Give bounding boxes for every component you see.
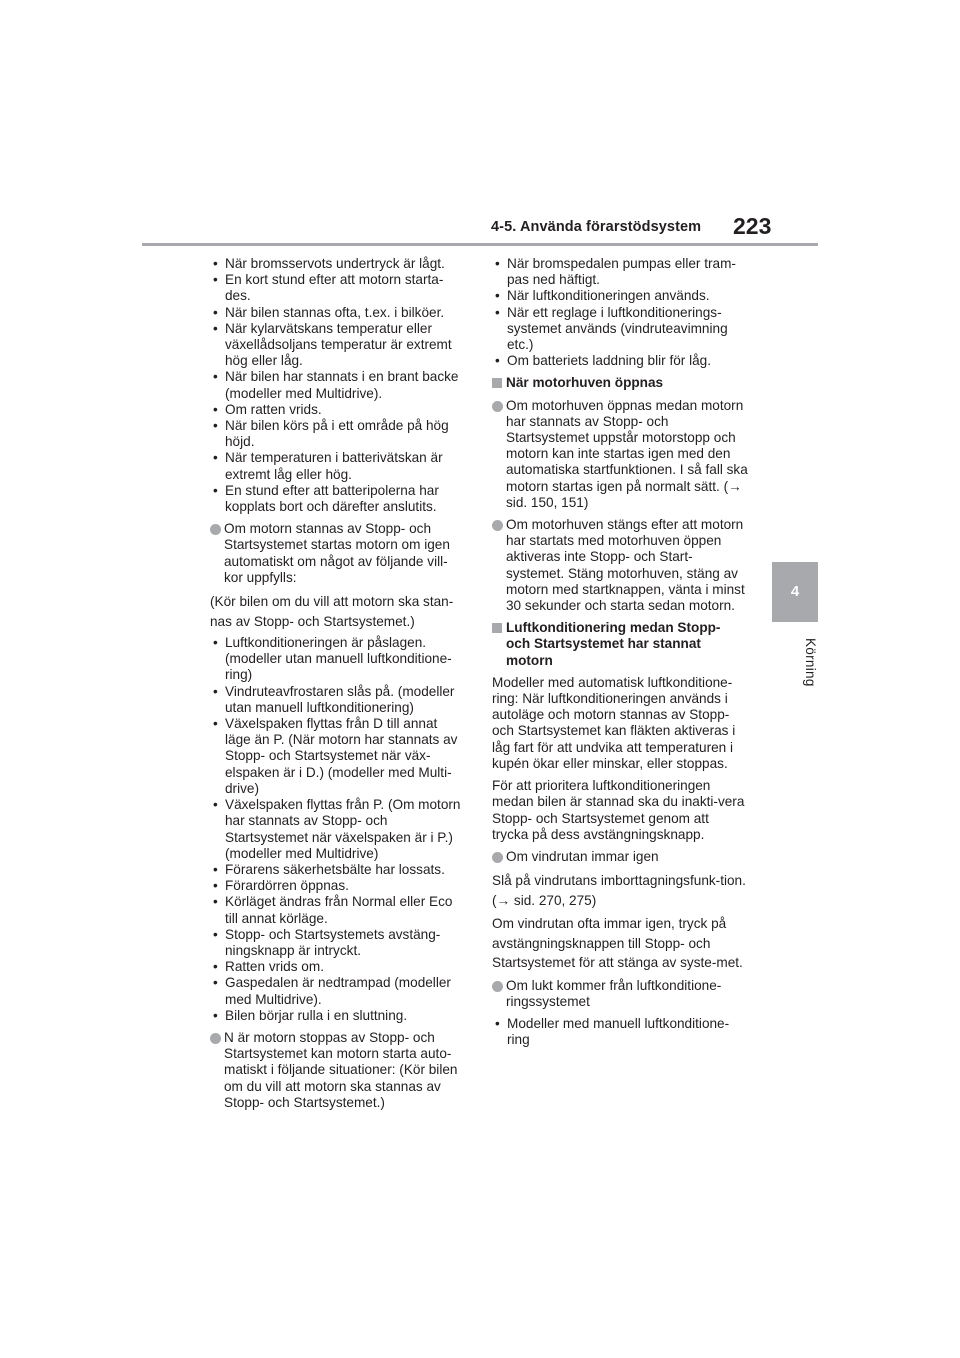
list-item: • Luftkonditioneringen är påslagen. (modeller utan manuell luftkonditione-ring): [210, 635, 466, 684]
list-item: • När kylarvätskans temperatur eller växellådsoljans temperatur är extremt hög eller låg.: [210, 321, 466, 370]
square-bullet-icon: [492, 623, 502, 633]
body-paragraph: Modeller med automatisk luftkonditione-ring: När luftkonditioneringen används i autoläge och motorn stannas av Stopp- och Startsystemet kan fläkten aktiveras i låg fart för att undvika att temperaturen i kupén ökar eller minskar, eller stoppas.: [492, 674, 736, 771]
list-item: • Om batteriets laddning blir för låg.: [492, 353, 748, 369]
chapter-tab[interactable]: 4: [772, 562, 818, 622]
note-text: Om motorhuven öppnas medan motorn har stannats av Stopp- och Startsystemet uppstår motorstopp och motorn kan inte startas igen med den automatiska startfunktionen. I så fall ska motorn startas igen på normalt sätt. (→ sid. 150, 151): [506, 397, 748, 510]
chapter-label: Körning: [803, 637, 818, 687]
body-paragraph: Slå på vindrutans imborttagningsfunk-tion. (→ sid. 270, 275): [492, 873, 746, 908]
list-item: • När bilen har stannats i en brant backe (modeller med Multidrive).: [210, 369, 466, 401]
note-item: [492, 398, 748, 511]
left-bullet-list-1: [210, 256, 466, 515]
list-item: • Om ratten vrids.: [210, 402, 466, 418]
circle-bullet-icon: [492, 401, 503, 412]
list-item: • Växelspaken flyttas från P. (Om motorn har stannats av Stopp- och Startsystemet när växelspaken är i P.) (modeller med Multidrive): [210, 797, 466, 862]
note-text: Om vindrutan immar igen: [506, 848, 659, 864]
left-bullet-list-2: [210, 635, 466, 1024]
note-item: [210, 1030, 466, 1111]
list-item: • När luftkonditioneringen används.: [492, 288, 748, 304]
list-item: • En kort stund efter att motorn starta-des.: [210, 272, 466, 304]
body-paragraph: För att prioritera luftkonditioneringen medan bilen är stannad ska du inakti-vera Stopp- och Startsystemet genom att trycka på dess avstängningsknapp.: [492, 778, 745, 842]
section-title: 4-5. Använda förarstödsystem: [491, 219, 702, 235]
list-item: • En stund efter att batteripolerna har kopplats bort och därefter anslutits.: [210, 483, 466, 515]
list-item: • När temperaturen i batterivätskan är extremt låg eller hög.: [210, 450, 466, 482]
note-item: [492, 978, 748, 1010]
heading-text: Luftkonditionering medan Stopp- och Startsystemet har stannat motorn: [506, 620, 721, 668]
circle-bullet-icon: [210, 1033, 221, 1044]
list-item: • Förardörren öppnas.: [210, 878, 466, 894]
note-text: N är motorn stoppas av Stopp- och Startsystemet kan motorn starta auto-matiskt i följande situationer: (Kör bilen om du vill att motorn ska stannas av Stopp- och Startsystemet.): [224, 1029, 458, 1110]
note-text: Om motorn stannas av Stopp- och Startsystemet startas motorn om igen automatiskt om något av följande vill-kor uppfylls:: [224, 521, 450, 585]
right-bullet-list-1: [492, 256, 748, 369]
note-item: [492, 849, 748, 865]
circle-bullet-icon: [210, 524, 221, 535]
left-column: [210, 256, 466, 1117]
note-item: [492, 517, 748, 614]
note-text: Om motorhuven stängs efter att motorn har startats med motorhuven öppen aktiveras inte Stopp- och Start-systemet. Stäng motorhuven, stäng av motorn med startknappen, vänta i minst 30 sekunder och starta sedan motorn.: [506, 517, 745, 614]
list-item: • Gaspedalen är nedtrampad (modeller med Multidrive).: [210, 975, 466, 1007]
page-number: 223: [733, 213, 772, 239]
body-paragraph: (Kör bilen om du vill att motorn ska stan-nas av Stopp- och Startsystemet.): [210, 594, 454, 629]
square-bullet-icon: [492, 378, 502, 388]
list-item: • Ratten vrids om.: [210, 959, 466, 975]
right-column: [492, 256, 748, 1054]
list-item: • Körläget ändras från Normal eller Eco till annat körläge.: [210, 894, 466, 926]
circle-bullet-icon: [492, 520, 503, 531]
note-text: Om lukt kommer från luftkonditione-ringssystemet: [506, 977, 722, 1009]
list-item: • Växelspaken flyttas från D till annat läge än P. (När motorn har stannats av Stopp- och Startsystemet när väx-elspaken är i D.) (modeller med Multi-drive): [210, 716, 466, 797]
header-divider: [142, 243, 818, 246]
list-item: • Bilen börjar rulla i en sluttning.: [210, 1008, 466, 1024]
body-paragraph: Om vindrutan ofta immar igen, tryck på avstängningsknappen till Stopp- och Startsystemet för att stänga av syste-met.: [492, 916, 743, 971]
heading-text: När motorhuven öppnas: [506, 375, 664, 391]
list-item: • När bilen körs på i ett område på hög höjd.: [210, 418, 466, 450]
list-item: • Modeller med manuell luftkonditione-ring: [492, 1016, 748, 1048]
list-item: • När ett reglage i luftkonditionerings-systemet används (vindruteavimning etc.): [492, 305, 748, 354]
list-item: • När bromsservots undertryck är lågt.: [210, 256, 466, 272]
circle-bullet-icon: [492, 981, 503, 992]
right-bullet-list-2: [492, 1016, 748, 1048]
list-item: • Vindruteavfrostaren slås på. (modeller utan manuell luftkonditionering): [210, 684, 466, 716]
section-heading: [492, 620, 748, 669]
note-item: [210, 521, 466, 586]
circle-bullet-icon: [492, 852, 503, 863]
list-item: • När bilen stannas ofta, t.ex. i bilköer.: [210, 305, 466, 321]
list-item: • Stopp- och Startsystemets avstäng-ningsknapp är intryckt.: [210, 927, 466, 959]
list-item: • När bromspedalen pumpas eller tram-pas ned häftigt.: [492, 256, 748, 288]
section-heading: [492, 375, 748, 391]
list-item: • Förarens säkerhetsbälte har lossats.: [210, 862, 466, 878]
